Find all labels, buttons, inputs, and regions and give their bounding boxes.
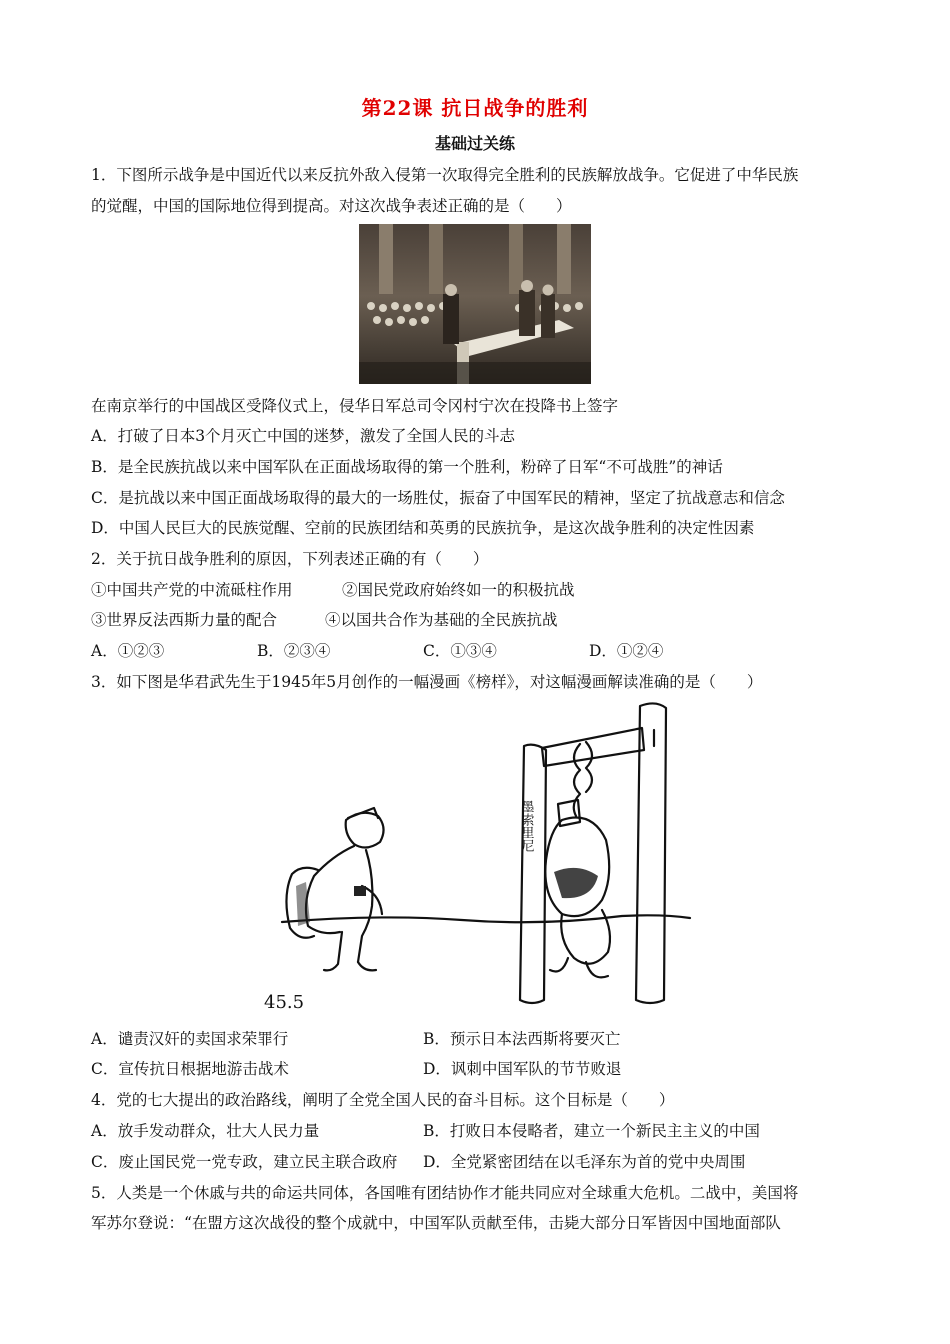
cartoon-sign-text: 墨索里尼	[518, 800, 534, 852]
q1-option-c[interactable]: C．是抗战以来中国正面战场取得的最大的一场胜仗，振奋了中国军民的精神，坚定了抗战意志和信念	[91, 489, 785, 507]
q2-item-1: ①中国共产党的中流砥柱作用	[91, 581, 293, 599]
lesson-title: 第22课 抗日战争的胜利	[361, 96, 589, 120]
q2-item-2: ②国民党政府始终如一的积极抗战	[342, 581, 575, 599]
q4-stem: 4．党的七大提出的政治路线，阐明了全党全国人民的奋斗目标。这个目标是（ ）	[91, 1091, 675, 1109]
q3-stem: 3．如下图是华君武先生于1945年5月创作的一幅漫画《榜样》，对这幅漫画解读准确的是（ ）	[91, 673, 763, 691]
q2-option-a[interactable]: A．①②③	[91, 642, 165, 660]
q4-option-d[interactable]: D．全党紧密团结在以毛泽东为首的党中央周围	[423, 1153, 746, 1171]
q3-option-d[interactable]: D．讽刺中国军队的节节败退	[423, 1060, 622, 1078]
q5-stem-line2: 军苏尔登说：“在盟方这次战役的整个成就中，中国军队贡献至伟，击毙大部分日军皆因中国地面部队	[91, 1214, 781, 1232]
q1-stem-line1: 1．下图所示战争是中国近代以来反抗外敌入侵第一次取得完全胜利的民族解放战争。它促进了中华民族	[91, 166, 799, 184]
q2-stem: 2．关于抗日战争胜利的原因，下列表述正确的有（ ）	[91, 550, 489, 568]
q1-option-b[interactable]: B．是全民族抗战以来中国军队在正面战场取得的第一个胜利，粉碎了日军“不可战胜”的神话	[91, 458, 723, 476]
q1-photo-caption: 在南京举行的中国战区受降仪式上，侵华日军总司令冈村宁次在投降书上签字	[91, 397, 619, 415]
q3-option-b[interactable]: B．预示日本法西斯将要灭亡	[423, 1030, 621, 1048]
section-heading: 基础过关练	[434, 134, 515, 153]
q3-option-a[interactable]: A．谴责汉奸的卖国求荣罪行	[91, 1030, 289, 1048]
q2-option-c[interactable]: C．①③④	[423, 642, 497, 660]
surrender-ceremony-photo	[359, 224, 591, 384]
q2-option-d[interactable]: D．①②④	[589, 642, 664, 660]
q1-option-a[interactable]: A．打破了日本3个月灭亡中国的迷梦，激发了全国人民的斗志	[91, 427, 516, 445]
q1-stem-line2: 的觉醒，中国的国际地位得到提高。对这次战争表述正确的是（ ）	[91, 197, 572, 215]
q5-stem-line1: 5．人类是一个休戚与共的命运共同体，各国唯有团结协作才能共同应对全球重大危机。二战中，美国将	[91, 1184, 799, 1202]
cartoon-date: 45.5	[264, 992, 305, 1013]
q1-option-d[interactable]: D．中国人民巨大的民族觉醒、空前的民族团结和英勇的民族抗争，是这次战争胜利的决定性因素	[91, 519, 755, 537]
q3-option-c[interactable]: C．宣传抗日根据地游击战术	[91, 1060, 289, 1078]
q4-option-a[interactable]: A．放手发动群众，壮大人民力量	[91, 1122, 320, 1140]
q2-item-4: ④以国共合作为基础的全民族抗战	[325, 611, 558, 629]
q2-item-3: ③世界反法西斯力量的配合	[91, 611, 278, 629]
q4-option-c[interactable]: C．废止国民党一党专政，建立民主联合政府	[91, 1153, 398, 1171]
q2-option-b[interactable]: B．②③④	[257, 642, 331, 660]
cartoon-bangyang	[262, 700, 702, 1018]
q4-option-b[interactable]: B．打败日本侵略者，建立一个新民主主义的中国	[423, 1122, 760, 1140]
